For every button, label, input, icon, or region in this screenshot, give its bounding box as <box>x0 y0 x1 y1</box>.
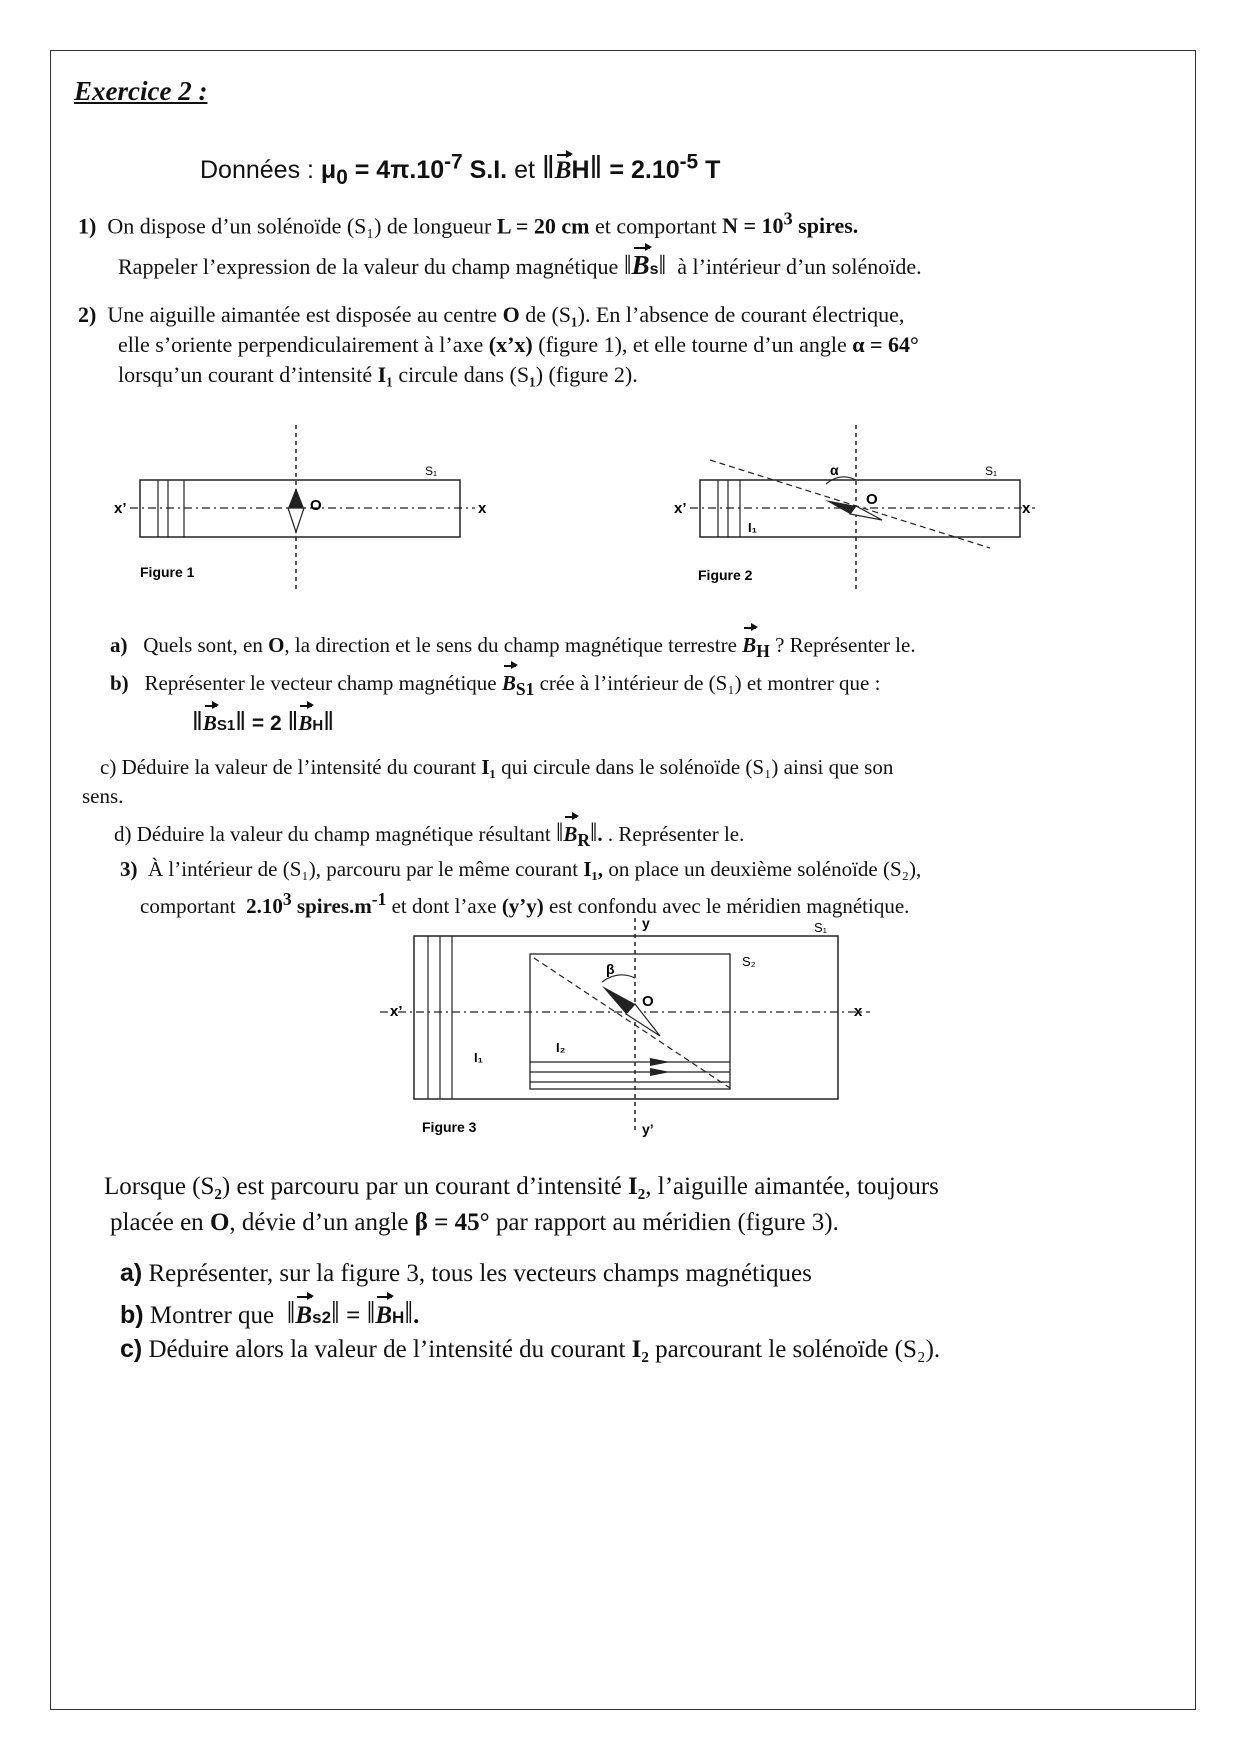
figure-1 <box>110 420 490 590</box>
question-1-line-2: Rappeler l’expression de la valeur du champ magnétique ‖Bs‖ à l’intérieur d’un solénoïde. <box>118 249 922 280</box>
question-3-line-1: 3) À l’intérieur de (S₁), parcouru par le même courant I₁, on place un deuxième solénoïde (S₂), <box>120 857 922 881</box>
question-3-text-line-2: placée en O, dévie d’un angle β = 45° par rapport au méridien (figure 3). <box>110 1209 839 1236</box>
question-3a: a) Représenter, sur la figure 3, tous les vecteurs champs magnétiques <box>120 1259 812 1287</box>
question-3-text-line-1: Lorsque (S₂) est parcouru par un courant d’intensité I₂, l’aiguille aimantée, toujours <box>104 1173 939 1200</box>
question-2b-equation: ‖BS1‖ = 2 ‖BH‖ <box>192 706 335 736</box>
svg-text:Figure 2: Figure 2 <box>698 567 753 583</box>
exercise-title: Exercice 2 : <box>74 76 208 106</box>
svg-text:O: O <box>310 497 322 514</box>
svg-text:x’: x’ <box>674 500 687 517</box>
question-3-line-2: comportant 2.10$^3$ $spires.m^{-1}$ et dont l’axe (y’y) est confondu avec le méridien magnétique. <box>140 889 910 918</box>
question-3c: c) Déduire alors la valeur de l’intensité du courant I₂ parcourant le solénoïde (S₂). <box>120 1335 941 1363</box>
solenoid-s1 <box>414 936 838 1099</box>
question-2a: a) Quels sont, en O, la direction et le sens du champ magnétique terrestre $B_H$ ? Représenter le. <box>110 630 916 666</box>
svg-text:x’: x’ <box>390 1003 403 1020</box>
svg-text:Figure 1: Figure 1 <box>140 564 195 580</box>
svg-text:I₁: I₁ <box>748 520 757 535</box>
svg-text:x: x <box>478 500 487 517</box>
svg-text:S₁: S₁ <box>814 920 828 935</box>
svg-text:x: x <box>1022 500 1031 517</box>
svg-text:I₂: I₂ <box>556 1040 566 1055</box>
svg-text:S₁: S₁ <box>985 464 998 478</box>
svg-text:α: α <box>830 462 839 478</box>
needle-south <box>288 508 304 532</box>
given-data: Données : $\mu_0 = 4\pi.10^{-7}$ S.I. et ‖BH‖ = $2.10^{-5}$ T <box>200 150 721 189</box>
needle-north <box>288 488 304 508</box>
svg-text:S₂: S₂ <box>742 954 756 969</box>
question-3b: b) Montrer que ‖Bs2‖ = ‖BH‖. <box>120 1296 419 1335</box>
question-2b: b) Représenter le vecteur champ magnétique $B_{S1}$ crée à l’intérieur de (S₁) et montrer que : <box>110 668 880 704</box>
current-i2-arrow <box>650 1058 670 1066</box>
svg-text:y’: y’ <box>642 1121 654 1137</box>
svg-text:S₁: S₁ <box>425 464 438 478</box>
svg-text:O: O <box>866 491 878 508</box>
figure-3 <box>370 908 900 1140</box>
question-2-line-2: elle s’oriente perpendiculairement à l’axe (x’x) (figure 1), et elle tourne d’un angle α = 64° <box>118 332 919 357</box>
svg-text:O: O <box>642 993 654 1010</box>
question-2-line-1: 2) Une aiguille aimantée est disposée au centre O de (S₁). En l’absence de courant électrique, <box>78 302 905 327</box>
svg-text:β: β <box>606 961 615 977</box>
figure-2 <box>670 420 1050 595</box>
needle-direction <box>534 958 730 1088</box>
question-2c-line-1: c) Déduire la valeur de l’intensité du courant I₁ qui circule dans le solénoïde (S₁) ainsi que son <box>100 755 894 779</box>
svg-text:x’: x’ <box>114 500 127 517</box>
question-2c-line-2: sens. <box>82 784 124 808</box>
question-2-line-3: lorsqu’un courant d’intensité I₁ circule dans (S₁) (figure 2). <box>118 362 638 387</box>
question-2d: d) Déduire la valeur du champ magnétique résultant $‖B_R‖$. . Représenter le. <box>114 818 745 851</box>
question-1-line-1: 1) On dispose d’un solénoïde (S₁) de longueur L = 20 cm et comportant $N = 10^3$ spires. <box>78 209 859 239</box>
svg-text:I₁: I₁ <box>474 1050 483 1065</box>
svg-text:x: x <box>854 1003 863 1020</box>
current-i2-arrow <box>650 1068 670 1076</box>
svg-text:Figure 3: Figure 3 <box>422 1119 477 1135</box>
svg-text:y: y <box>642 915 650 931</box>
